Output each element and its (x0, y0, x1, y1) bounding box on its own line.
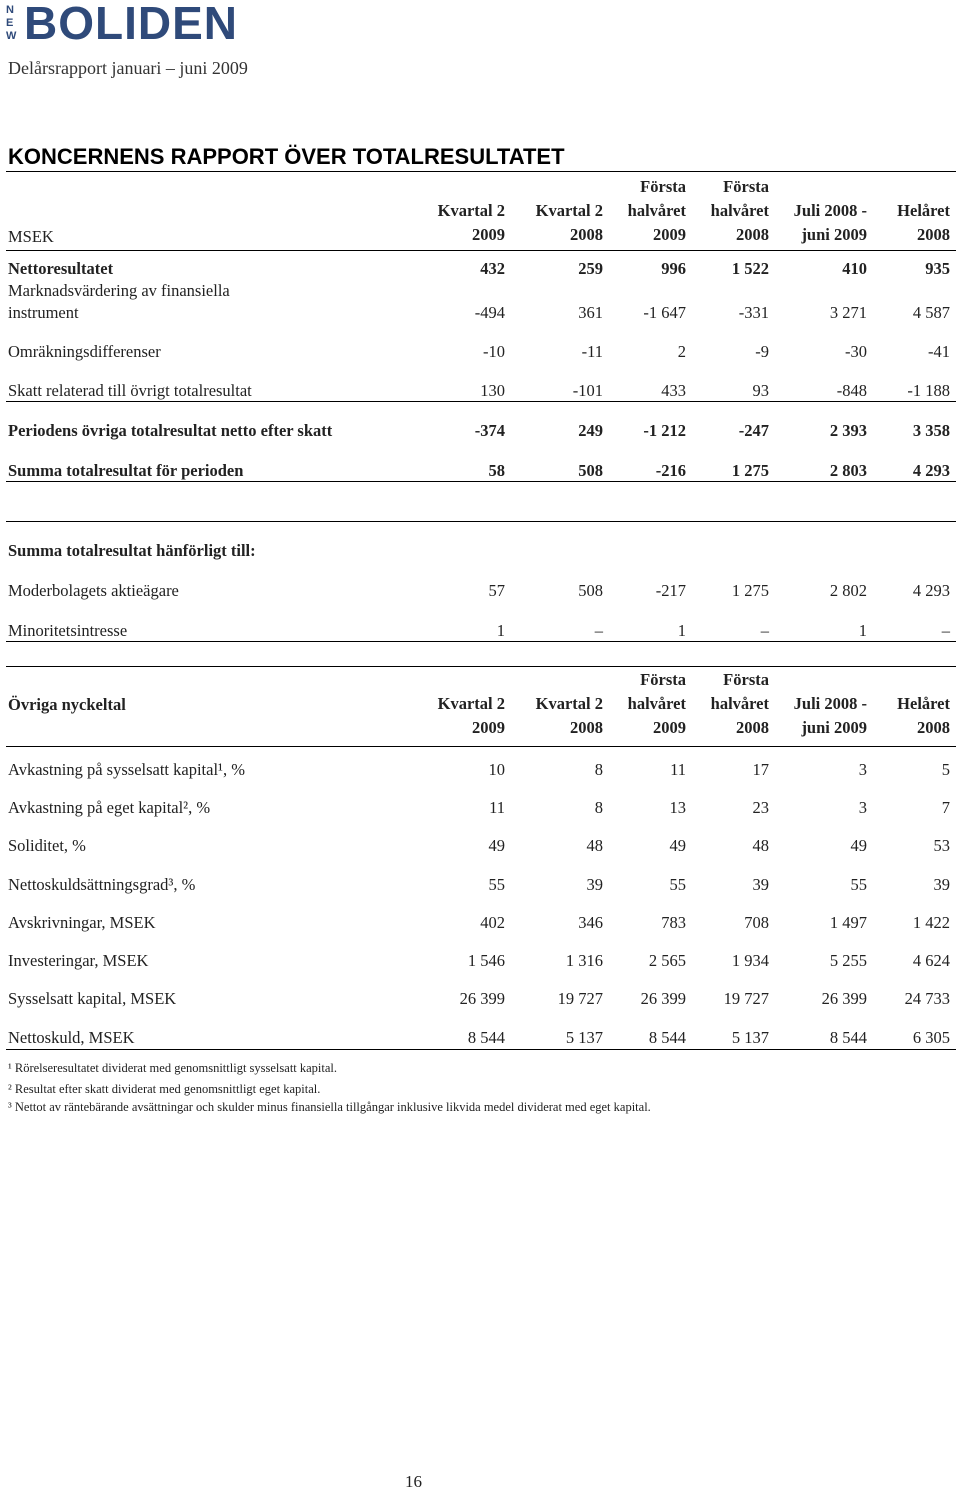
table-row (8, 797, 956, 819)
table-row (8, 620, 956, 642)
cell-value: 249 (578, 421, 603, 440)
row-label: Omräkningsdifferenser (8, 342, 161, 361)
unit-label: MSEK (8, 227, 54, 246)
column-header-text: halvåret (627, 694, 686, 713)
table-row (8, 302, 956, 324)
divider (6, 746, 956, 747)
column-header-text: Helåret (897, 201, 950, 220)
row-label: Moderbolagets aktieägare (8, 581, 179, 600)
column-header-text: 2008 (917, 718, 950, 737)
divider (6, 401, 956, 402)
column-header-text: 2008 (570, 718, 603, 737)
attribution-heading: Summa totalresultat hänförligt till: (8, 541, 256, 560)
footnote-3: ³ Nettot av räntebärande avsättningar och skulder minus finansiella tillgångar inklusive likvida medel dividerat med eget kapital. (8, 1100, 651, 1114)
column-header-text: 2008 (736, 225, 769, 244)
cell-value: 4 293 (912, 581, 950, 600)
row-label: Summa totalresultat för perioden (8, 461, 244, 480)
logo-wordmark: BOLIDEN (24, 0, 238, 49)
cell-value: 10 (488, 760, 505, 779)
cell-value: 6 305 (912, 1028, 950, 1047)
column-header-text: 2008 (736, 718, 769, 737)
cell-value: 5 137 (731, 1028, 769, 1047)
report-subtitle: Delårsrapport januari – juni 2009 (8, 58, 248, 78)
column-header-text: Kvartal 2 (437, 201, 505, 220)
cell-value: -41 (928, 342, 950, 361)
cell-value: 11 (489, 798, 505, 817)
column-header-text: 2009 (472, 718, 505, 737)
column-header-text: halvåret (710, 201, 769, 220)
column-header-text: Första (723, 177, 769, 196)
cell-value: 93 (752, 381, 769, 400)
divider (6, 666, 956, 667)
page-number: 16 (405, 1472, 422, 1491)
row-label: Avkastning på eget kapital², % (8, 798, 211, 817)
cell-value: 1 522 (731, 259, 769, 278)
cell-value: 8 (594, 798, 603, 817)
cell-value: 935 (925, 259, 950, 278)
column-header-text: 2008 (917, 225, 950, 244)
cell-value: 49 (850, 836, 867, 855)
column-header-text: Första (723, 670, 769, 689)
cell-value: 1 934 (731, 951, 769, 970)
cell-value: 5 255 (829, 951, 867, 970)
cell-value: 783 (661, 913, 686, 932)
column-header-text: Juli 2008 - (793, 694, 867, 713)
cell-value: 508 (578, 581, 603, 600)
cell-value: 130 (480, 381, 505, 400)
cell-value: -848 (836, 381, 867, 400)
cell-value: -216 (655, 461, 686, 480)
row-label: Investeringar, MSEK (8, 951, 149, 970)
table-row (8, 759, 956, 781)
cell-value: -101 (572, 381, 603, 400)
cell-value: 1 (858, 621, 867, 640)
divider (6, 641, 956, 642)
row-label: Minoritetsintresse (8, 621, 128, 640)
cell-value: -374 (474, 421, 505, 440)
row-label: Soliditet, % (8, 836, 86, 855)
cell-value: 11 (670, 760, 686, 779)
row-label: Marknadsvärdering av finansiella (8, 281, 230, 300)
table-row (8, 380, 956, 402)
cell-value: 39 (752, 875, 769, 894)
logo-new-text: N E W (6, 4, 17, 42)
cell-value: -331 (738, 303, 769, 322)
cell-value: 53 (933, 836, 950, 855)
cell-value: -9 (755, 342, 769, 361)
column-header-text: Juli 2008 - (793, 201, 867, 220)
cell-value: 39 (586, 875, 603, 894)
cell-value: 7 (941, 798, 950, 817)
divider (6, 171, 956, 172)
cell-value: 5 (941, 760, 950, 779)
cell-value: 3 358 (912, 421, 950, 440)
cell-value: -247 (738, 421, 769, 440)
cell-value: 55 (488, 875, 505, 894)
row-label: Avskrivningar, MSEK (8, 913, 156, 932)
column-header-text: Kvartal 2 (437, 694, 505, 713)
column-header-text: Helåret (897, 694, 950, 713)
cell-value: 410 (842, 259, 867, 278)
cell-value: 17 (752, 760, 769, 779)
cell-value: 19 727 (557, 989, 603, 1008)
cell-value: 49 (669, 836, 686, 855)
table-row (8, 420, 956, 442)
boliden-logo (6, 0, 238, 49)
cell-value: 4 587 (912, 303, 950, 322)
table-row (8, 258, 956, 280)
cell-value: 2 (677, 342, 686, 361)
cell-value: 3 (858, 798, 867, 817)
column-header-text: Kvartal 2 (535, 694, 603, 713)
cell-value: 1 (677, 621, 686, 640)
cell-value: 26 399 (459, 989, 505, 1008)
cell-value: 8 (594, 760, 603, 779)
row-label: Nettoresultatet (8, 259, 114, 278)
cell-value: 3 (858, 760, 867, 779)
table-row (8, 280, 956, 302)
column-header-text: Första (640, 670, 686, 689)
cell-value: 4 293 (912, 461, 950, 480)
cell-value: 3 271 (829, 303, 867, 322)
cell-value: -30 (845, 342, 867, 361)
cell-value: 4 624 (912, 951, 950, 970)
cell-value: 361 (578, 303, 603, 322)
table-row (8, 580, 956, 602)
cell-value: -1 212 (643, 421, 686, 440)
cell-value: 708 (744, 913, 769, 932)
cell-value: 259 (578, 259, 603, 278)
row-label: Avkastning på sysselsatt kapital¹, % (8, 760, 245, 779)
row-label: instrument (8, 303, 79, 322)
table-row (8, 874, 956, 896)
cell-value: 23 (752, 798, 769, 817)
cell-value: -1 188 (907, 381, 950, 400)
column-header-text: juni 2009 (801, 718, 867, 737)
column-header-text: Kvartal 2 (535, 201, 603, 220)
cell-value: -217 (655, 581, 686, 600)
cell-value: 1 275 (731, 461, 769, 480)
cell-value: 49 (488, 836, 505, 855)
cell-value: 2 393 (829, 421, 867, 440)
table2-heading: Övriga nyckeltal (8, 695, 126, 714)
cell-value: -10 (483, 342, 505, 361)
cell-value: 402 (480, 913, 505, 932)
table-row (8, 1027, 956, 1049)
cell-value: 2 803 (829, 461, 867, 480)
table-row (8, 341, 956, 363)
table-row (8, 835, 956, 857)
cell-value: 48 (586, 836, 603, 855)
table-row (8, 912, 956, 934)
column-header-text: juni 2009 (801, 225, 867, 244)
cell-value: 996 (661, 259, 686, 278)
cell-value: 24 733 (904, 989, 950, 1008)
cell-value: 8 544 (467, 1028, 505, 1047)
cell-value: 1 316 (565, 951, 603, 970)
row-label: Periodens övriga totalresultat netto efter skatt (8, 421, 333, 440)
cell-value: 346 (578, 913, 603, 932)
cell-value: 48 (752, 836, 769, 855)
footnote-1: ¹ Rörelseresultatet dividerat med genomsnittligt sysselsatt kapital. (8, 1061, 338, 1075)
column-header-text: 2009 (653, 718, 686, 737)
cell-value: 1 (496, 621, 505, 640)
divider (6, 1049, 956, 1050)
cell-value: 58 (488, 461, 505, 480)
column-header-text: halvåret (627, 201, 686, 220)
cell-value: – (760, 621, 769, 640)
cell-value: 508 (578, 461, 603, 480)
table-row (8, 460, 956, 482)
divider (6, 521, 956, 522)
cell-value: 1 422 (912, 913, 950, 932)
attribution-heading-row (8, 540, 956, 562)
cell-value: 19 727 (723, 989, 769, 1008)
column-header-text: halvåret (710, 694, 769, 713)
cell-value: 26 399 (821, 989, 867, 1008)
table-row (8, 988, 956, 1010)
cell-value: – (941, 621, 950, 640)
footnote-2: ² Resultat efter skatt dividerat med genomsnittligt eget kapital. (8, 1082, 321, 1096)
cell-value: 55 (850, 875, 867, 894)
cell-value: 433 (661, 381, 686, 400)
cell-value: 5 137 (565, 1028, 603, 1047)
divider (6, 250, 956, 251)
cell-value: 13 (669, 798, 686, 817)
cell-value: 2 565 (648, 951, 686, 970)
cell-value: 8 544 (829, 1028, 867, 1047)
cell-value: 1 275 (731, 581, 769, 600)
cell-value: 57 (488, 581, 505, 600)
cell-value: 55 (669, 875, 686, 894)
cell-value: -11 (581, 342, 603, 361)
column-header-text: 2008 (570, 225, 603, 244)
cell-value: -1 647 (643, 303, 686, 322)
column-header-text: 2009 (472, 225, 505, 244)
cell-value: 39 (933, 875, 950, 894)
page-title: KONCERNENS RAPPORT ÖVER TOTALRESULTATET (8, 144, 565, 169)
cell-value: 1 546 (467, 951, 505, 970)
cell-value: 26 399 (640, 989, 686, 1008)
column-header-text: Första (640, 177, 686, 196)
cell-value: – (594, 621, 603, 640)
cell-value: 1 497 (829, 913, 867, 932)
cell-value: -494 (474, 303, 505, 322)
row-label: Nettoskuldsättningsgrad³, % (8, 875, 196, 894)
cell-value: 432 (480, 259, 505, 278)
row-label: Sysselsatt kapital, MSEK (8, 989, 177, 1008)
row-label: Nettoskuld, MSEK (8, 1028, 135, 1047)
cell-value: 2 802 (829, 581, 867, 600)
table-row (8, 950, 956, 972)
cell-value: 8 544 (648, 1028, 686, 1047)
column-header-text: 2009 (653, 225, 686, 244)
row-label: Skatt relaterad till övrigt totalresultat (8, 381, 252, 400)
divider (6, 481, 956, 482)
